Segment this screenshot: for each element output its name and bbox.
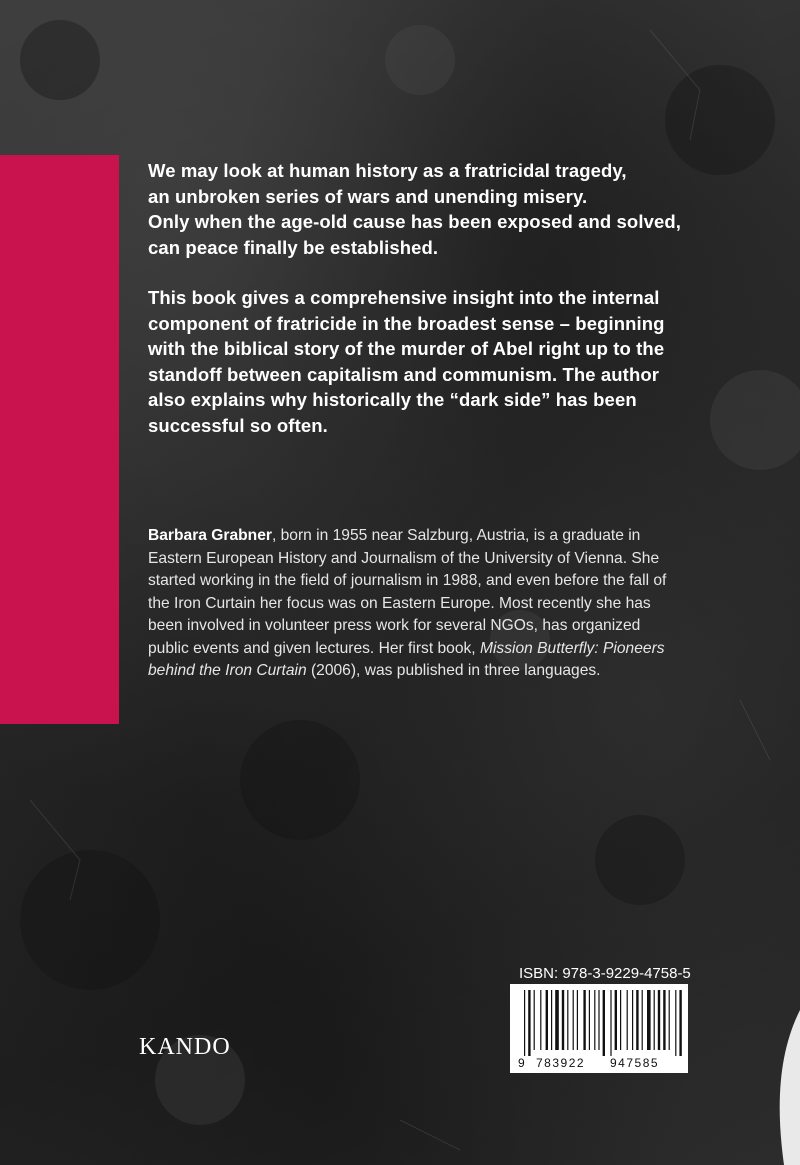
barcode-bar (627, 990, 628, 1050)
author-bio (148, 525, 668, 683)
blurb-text (148, 158, 748, 463)
author-name: Barbara Grabner (148, 527, 272, 544)
barcode-first-digit: 9 (518, 1056, 525, 1070)
barcode-bar (642, 990, 643, 1050)
barcode-digits-left: 783922 (536, 1056, 586, 1070)
barcode-bar (615, 990, 617, 1050)
barcode-bar (669, 990, 670, 1050)
book-title: Mission Butterfly: Pioneers behind the Iron Curtain (148, 639, 665, 679)
blurb-paragraph-2: This book gives a comprehensive insight into the internal component of fratricide in the broadest sense – beginning with the biblical story of the murder of Abel right up to the standoff between capitalism and communism. The author also explains why historically the “dark side” has been successful so often. (148, 287, 665, 436)
barcode-bar (675, 990, 676, 1056)
barcode-bar (573, 990, 574, 1050)
barcode-bar (567, 990, 568, 1050)
barcode-bar (528, 990, 530, 1056)
bio-text-2: (2006), was published in three languages. (306, 662, 601, 679)
barcode-bar (577, 990, 578, 1050)
barcode-bar (551, 990, 552, 1050)
barcode-bar (636, 990, 638, 1050)
bio-text-1: , born in 1955 near Salzburg, Austria, is a graduate in Eastern European History and Journalism of the University of Vienna. She started working in the field of journalism in 1988, and even before the fall of the Iron Curtain her focus was on Eastern Europe. Most recently she has been involved in volunteer press work for several NGOs, has organized public events and given lectures. Her first book, (148, 527, 667, 657)
barcode-bar (603, 990, 605, 1056)
publisher-logo: KANDO (139, 1034, 231, 1060)
barcode-bar (562, 990, 564, 1050)
barcode-bar (679, 990, 681, 1056)
barcode-bar (546, 990, 548, 1050)
barcode-bar (540, 990, 541, 1050)
barcode (510, 984, 688, 1073)
barcode-bar (632, 990, 633, 1050)
barcode-bar (594, 990, 595, 1050)
barcode-bar (647, 990, 651, 1050)
corner-figure (770, 1010, 800, 1165)
barcode-bar (589, 990, 590, 1050)
barcode-bar (663, 990, 665, 1050)
barcode-bar (620, 990, 621, 1050)
isbn-label: ISBN: 978-3-9229-4758-5 (519, 965, 691, 982)
accent-band (0, 155, 119, 724)
barcode-bar (598, 990, 599, 1050)
barcode-bar (658, 990, 660, 1050)
blurb-paragraph-1: We may look at human history as a fratricidal tragedy, an unbroken series of wars and unending misery. Only when the age-old cause has been exposed and solved, can peace finally be established. (148, 160, 681, 258)
barcode-bar (610, 990, 611, 1056)
barcode-bar (524, 990, 525, 1056)
barcode-bar (654, 990, 655, 1050)
barcode-bar (555, 990, 559, 1050)
barcode-digits-right: 947585 (610, 1056, 660, 1070)
barcode-bar (534, 990, 535, 1050)
barcode-bar (583, 990, 585, 1050)
